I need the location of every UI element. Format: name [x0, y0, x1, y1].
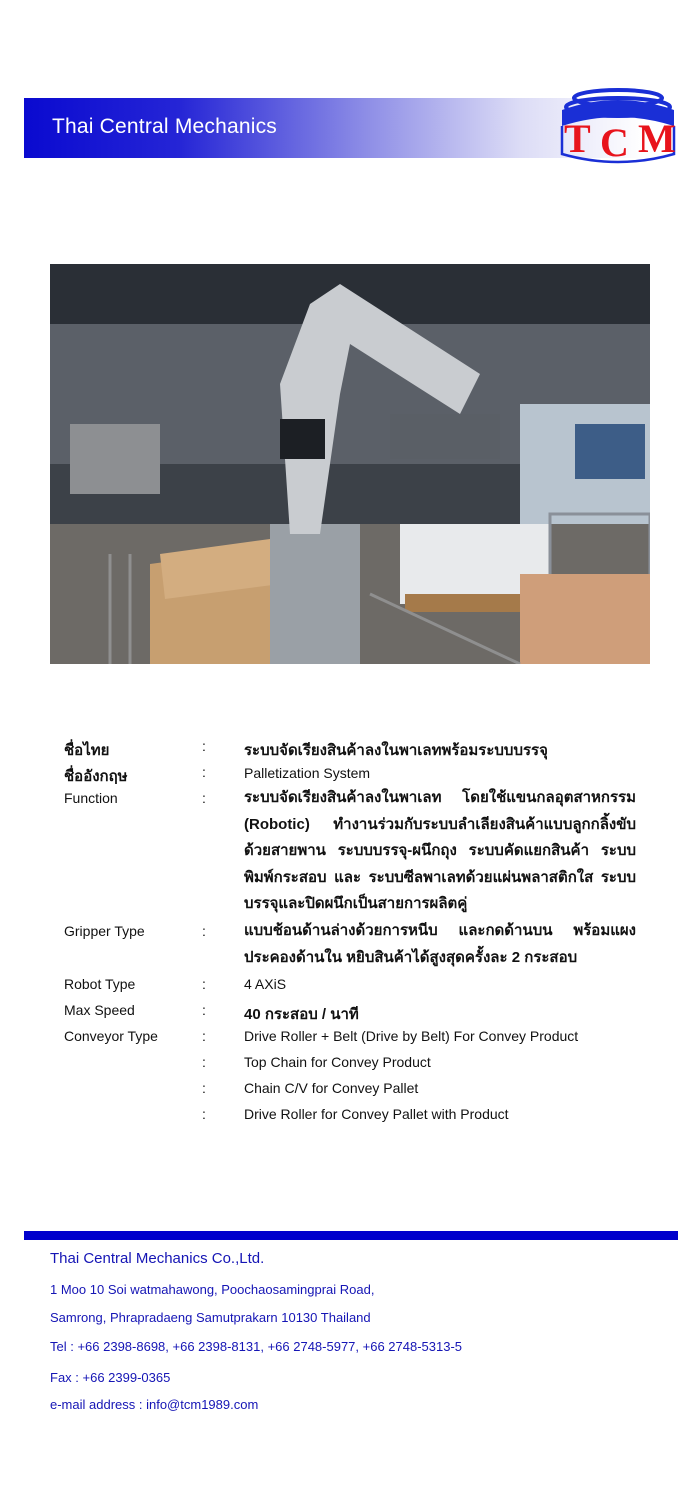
spec-colon: :: [202, 1002, 206, 1018]
header-title: Thai Central Mechanics: [52, 115, 277, 138]
spec-row-robot-type: [64, 976, 644, 1002]
spec-value: Drive Roller for Convey Pallet with Product: [244, 1106, 509, 1122]
svg-text:C: C: [600, 120, 629, 165]
spec-label: Conveyor Type: [64, 1028, 158, 1044]
tcm-logo: [556, 86, 680, 166]
spec-row-max-speed: [64, 1002, 644, 1028]
spec-colon: :: [202, 1106, 206, 1122]
email-address[interactable]: e-mail address : info@tcm1989.com: [50, 1397, 259, 1412]
spec-table: [64, 738, 644, 1132]
spec-value: Drive Roller + Belt (Drive by Belt) For Convey Product: [244, 1028, 579, 1044]
spec-row-thai-name: [64, 738, 644, 764]
spec-colon: :: [202, 1028, 206, 1044]
spec-label: [64, 1080, 202, 1106]
fax: Fax : +66 2399-0365: [50, 1370, 171, 1385]
footer-divider: [24, 1231, 678, 1240]
spec-colon: :: [202, 976, 206, 992]
spec-label: [64, 1106, 202, 1132]
spec-colon: :: [202, 923, 206, 939]
spec-value: 4 AXiS: [244, 976, 287, 992]
spec-colon: :: [202, 1080, 206, 1096]
svg-text:M: M: [638, 116, 676, 161]
address-line-1: 1 Moo 10 Soi watmahawong, Poochaosamingprai Road,: [50, 1282, 375, 1297]
spec-colon: :: [202, 738, 206, 754]
company-name: Thai Central Mechanics Co.,Ltd.: [50, 1250, 265, 1267]
spec-label: Robot Type: [64, 976, 136, 992]
spec-value: ระบบจัดเรียงสินค้าลงในพาเลทพร้อมระบบบรรจุ: [244, 742, 548, 759]
spec-label: Max Speed: [64, 1002, 135, 1018]
spec-label: ชื่ออังกฤษ: [64, 768, 128, 785]
svg-text:T: T: [564, 116, 591, 161]
spec-row-conveyor-type: [64, 1028, 644, 1054]
spec-label: ชื่อไทย: [64, 742, 110, 759]
spec-label: [64, 1054, 202, 1080]
spec-colon: :: [202, 790, 206, 806]
spec-value: Chain C/V for Convey Pallet: [244, 1080, 419, 1096]
spec-row-conveyor-4: [64, 1106, 644, 1132]
palletizing-robot-photo: [50, 264, 650, 664]
spec-colon: :: [202, 1054, 206, 1070]
spec-value: ระบบจัดเรียงสินค้าลงในพาเลท โดยใช้แขนกลอุตสาหกรรม (Robotic) ทำงานร่วมกับระบบลำเลียงสินค้าแบบลูกกลิ้งขับด้วยสายพาน ระบบบรรจุ-ผนึกถุง ระบบคัดแยกสินค้า ระบบพิมพ์กระสอบ และ ระบบซีลพาเลทด้วยแผ่นพลาสติกใส ระบบบรรจุและปิดผนึกเป็นสายการผลิตคู่: [244, 789, 636, 912]
spec-value: Top Chain for Convey Product: [244, 1054, 431, 1070]
spec-label: Function: [64, 790, 118, 806]
spec-label: Gripper Type: [64, 923, 145, 939]
spec-value: แบบช้อนด้านล่างด้วยการหนีบ และกดด้านบน พร้อมแผงประคองด้านใน หยิบสินค้าได้สูงสุดครั้งละ 2 กระสอบ: [244, 922, 636, 966]
spec-value: Palletization System: [244, 765, 371, 781]
address-line-2: Samrong, Phrapradaeng Samutprakarn 10130 Thailand: [50, 1310, 371, 1325]
spec-row-gripper-type: [64, 923, 644, 976]
header-banner: [24, 98, 644, 158]
spec-row-conveyor-3: [64, 1080, 644, 1106]
spec-row-function: [64, 790, 644, 923]
telephone: Tel : +66 2398-8698, +66 2398-8131, +66 2748-5977, +66 2748-5313-5: [50, 1339, 463, 1354]
spec-value: 40 กระสอบ / นาที: [244, 1006, 359, 1023]
spec-row-conveyor-2: [64, 1054, 644, 1080]
spec-colon: :: [202, 764, 206, 780]
